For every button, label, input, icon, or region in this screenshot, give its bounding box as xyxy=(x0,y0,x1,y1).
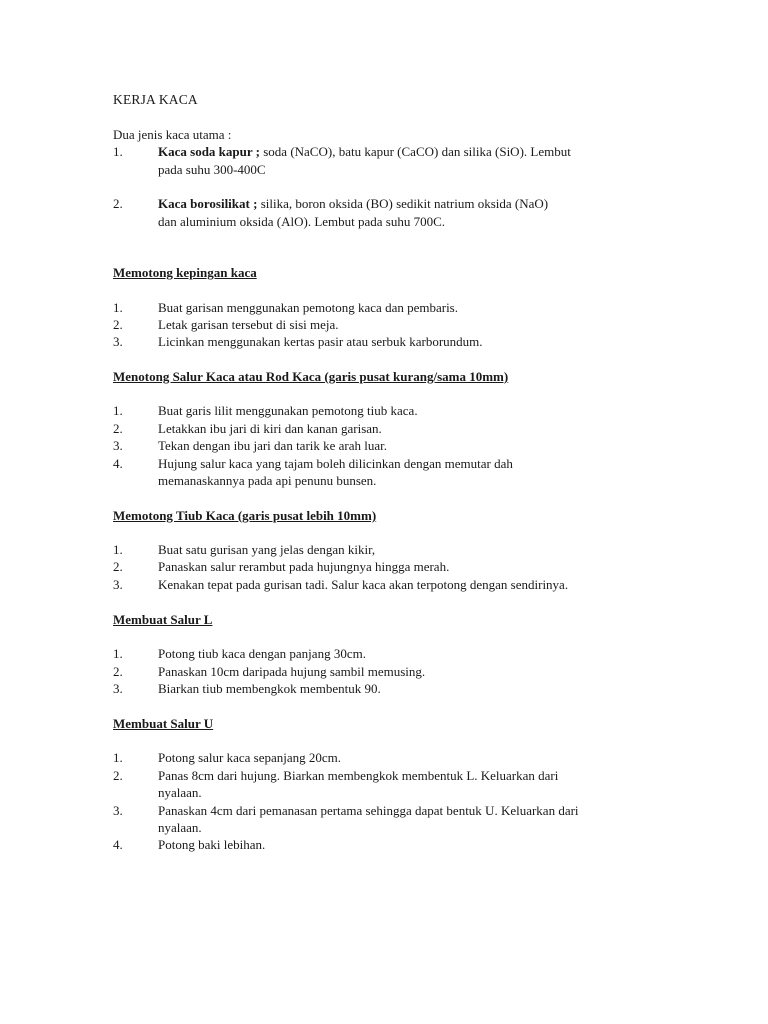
list-number: 1. xyxy=(113,542,123,557)
glass-type-desc: soda (NaCO), batu kapur (CaCO) dan silika (SiO). Lembut xyxy=(259,144,571,159)
glass-type-number: 2. xyxy=(113,196,123,211)
glass-type-number: 1. xyxy=(113,144,123,159)
intro-text: Dua jenis kaca utama : xyxy=(113,127,232,142)
list-number: 3. xyxy=(113,438,123,453)
list-number: 2. xyxy=(113,768,123,783)
list-number: 3. xyxy=(113,681,123,696)
list-item: Panaskan salur rerambut pada hujungnya hingga merah. xyxy=(158,559,450,574)
section-heading: Memotong Tiub Kaca (garis pusat lebih 10mm) xyxy=(113,508,377,523)
list-item: Potong baki lebihan. xyxy=(158,837,266,852)
document-title: KERJA KACA xyxy=(113,92,198,107)
list-item: Tekan dengan ibu jari dan tarik ke arah luar. xyxy=(158,438,388,453)
list-number: 1. xyxy=(113,750,123,765)
list-item: Biarkan tiub membengkok membentuk 90. xyxy=(158,681,381,696)
glass-type-cont: dan aluminium oksida (AlO). Lembut pada suhu 700C. xyxy=(158,214,446,229)
list-item: Panas 8cm dari hujung. Biarkan membengkok membentuk L. Keluarkan dari xyxy=(158,768,559,783)
list-item: Potong tiub kaca dengan panjang 30cm. xyxy=(158,646,366,661)
list-number: 4. xyxy=(113,837,123,852)
list-item-cont: memanaskannya pada api penunu bunsen. xyxy=(158,473,377,488)
list-item: Buat satu gurisan yang jelas dengan kikir, xyxy=(158,542,376,557)
glass-type-line xyxy=(158,195,548,212)
list-number: 3. xyxy=(113,334,123,349)
list-number: 3. xyxy=(113,803,123,818)
list-number: 1. xyxy=(113,403,123,418)
list-number: 1. xyxy=(113,300,123,315)
list-item: Kenakan tepat pada gurisan tadi. Salur kaca akan terpotong dengan sendirinya. xyxy=(158,577,569,592)
section-heading: Membuat Salur L xyxy=(113,612,213,627)
list-number: 2. xyxy=(113,664,123,679)
list-item: Letakkan ibu jari di kiri dan kanan garisan. xyxy=(158,421,382,436)
list-number: 2. xyxy=(113,317,123,332)
list-item: Buat garis lilit menggunakan pemotong tiub kaca. xyxy=(158,403,418,418)
section-heading: Menotong Salur Kaca atau Rod Kaca (garis pusat kurang/sama 10mm) xyxy=(113,369,509,384)
list-number: 2. xyxy=(113,421,123,436)
list-number: 2. xyxy=(113,559,123,574)
list-item: Buat garisan menggunakan pemotong kaca dan pembaris. xyxy=(158,300,458,315)
list-item: Potong salur kaca sepanjang 20cm. xyxy=(158,750,342,765)
glass-type-name: Kaca borosilikat ; xyxy=(158,196,258,211)
glass-type-line xyxy=(158,143,571,160)
section-heading: Membuat Salur U xyxy=(113,716,214,731)
list-item: Hujung salur kaca yang tajam boleh dilicinkan dengan memutar dah xyxy=(158,456,513,471)
list-item: Letak garisan tersebut di sisi meja. xyxy=(158,317,339,332)
list-item-cont: nyalaan. xyxy=(158,820,202,835)
glass-type-desc: silika, boron oksida (BO) sedikit natrium oksida (NaO) xyxy=(257,196,549,211)
list-number: 4. xyxy=(113,456,123,471)
list-item: Panaskan 4cm dari pemanasan pertama sehingga dapat bentuk U. Keluarkan dari xyxy=(158,803,579,818)
glass-type-name: Kaca soda kapur ; xyxy=(158,144,260,159)
list-number: 1. xyxy=(113,646,123,661)
list-number: 3. xyxy=(113,577,123,592)
list-item: Licinkan menggunakan kertas pasir atau serbuk karborundum. xyxy=(158,334,483,349)
list-item: Panaskan 10cm daripada hujung sambil memusing. xyxy=(158,664,426,679)
list-item-cont: nyalaan. xyxy=(158,785,202,800)
section-heading: Memotong kepingan kaca xyxy=(113,265,257,280)
glass-type-cont: pada suhu 300-400C xyxy=(158,162,266,177)
